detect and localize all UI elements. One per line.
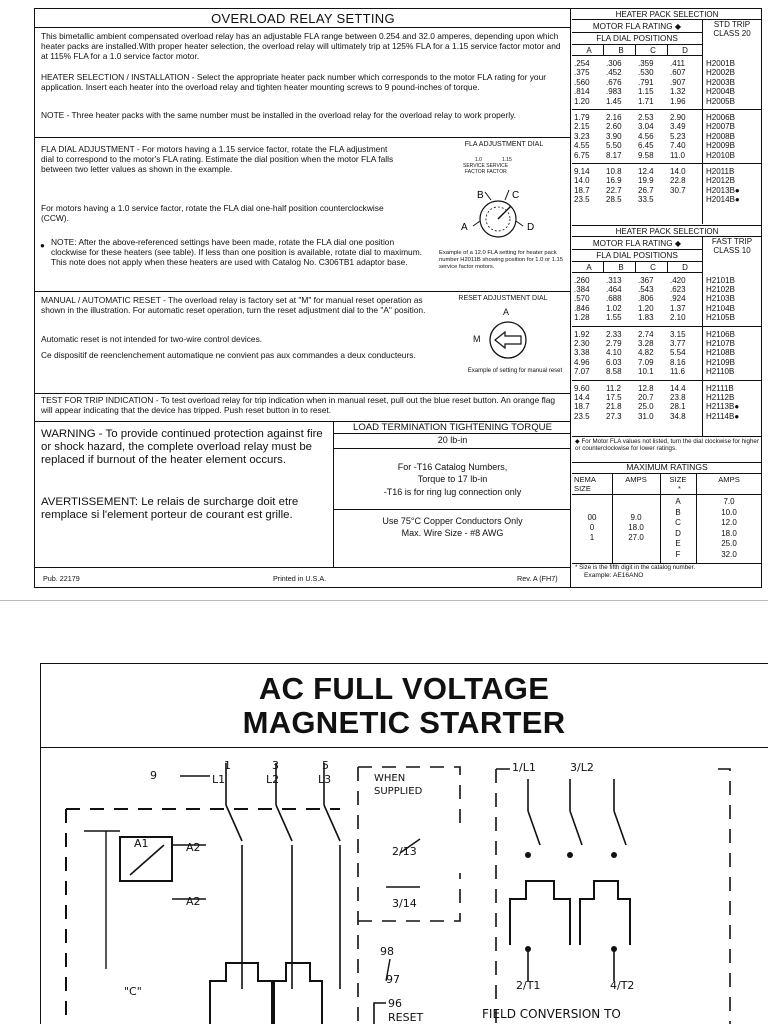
dial-sub-sf: SERVICE SERVICE <box>463 163 509 169</box>
std-fla-cell: .254 <box>574 59 590 68</box>
std-heater-number: H2001B <box>706 59 735 68</box>
std-fla-cell: 12.4 <box>638 167 654 176</box>
fast-fla-cell: 3.15 <box>670 330 686 339</box>
size-amps-cell: 7.0 <box>723 497 735 506</box>
size-letter-cell: D <box>675 528 681 538</box>
std-fla-cell: .791 <box>638 77 654 87</box>
lbl-9: 9 <box>150 769 157 782</box>
fast-fla-cell: 2.30 <box>574 339 590 349</box>
fast-heater-number: H2110B <box>706 366 735 376</box>
fast-heater-number: H2102B <box>706 285 735 295</box>
torque-title: LOAD TERMINATION TIGHTENING TORQUE <box>334 422 571 434</box>
fast-fla-cell: 2.79 <box>606 339 622 349</box>
size-letter-cell: B <box>675 507 681 517</box>
fast-fla-cell: .688 <box>606 294 622 304</box>
heater-pack-column <box>572 9 762 587</box>
lbl-reset: RESET <box>388 1011 424 1024</box>
std-fla-cell: 7.40 <box>670 141 686 151</box>
fast-fla-cell: 7.07 <box>574 366 590 376</box>
copper-line-1: Use 75°C Copper Conductors Only <box>382 516 523 526</box>
lbl-1: 1 <box>224 759 231 772</box>
divider <box>572 473 762 474</box>
fast-fla-cell: 14.4 <box>670 384 686 393</box>
fast-fla-cell: 4.96 <box>574 357 590 367</box>
std-fla-cell: 6.75 <box>574 150 590 160</box>
std-fla-cell: 3.04 <box>638 122 654 132</box>
fast-fla-cell: 10.1 <box>638 366 654 376</box>
bullet-icon: ● <box>40 241 45 250</box>
fast-fla-cell: .420 <box>670 276 686 285</box>
fast-fla-cell: 5.54 <box>670 348 686 358</box>
std-fla-cell: 1.32 <box>670 87 686 97</box>
fla-dial-ccw-text: For motors having a 1.0 service factor, rotate the FLA dial one-half position counterclockwise (CCW). <box>41 203 384 224</box>
dial-letter-c: C <box>512 190 520 201</box>
fast-col-b: B <box>618 263 624 272</box>
fast-heater-number: H2103B <box>706 294 735 304</box>
std-class-label: STD TRIP CLASS 20 <box>713 20 751 38</box>
fast-fla-cell: 1.83 <box>638 312 654 322</box>
std-fla-cell: 1.96 <box>670 96 686 106</box>
fast-fla-cell: 1.02 <box>606 303 622 313</box>
fast-fla-cell: 28.1 <box>670 402 686 412</box>
lbl-2-t1: 2/T1 <box>516 979 541 992</box>
divider <box>334 509 571 510</box>
diamond-note: ◆ For Motor FLA values not listed, turn the dial clockwise for higher or counterclockwise for lower ratings. <box>575 438 759 452</box>
max-size-star: * <box>678 484 681 493</box>
std-fla-cell: 18.7 <box>574 185 590 195</box>
std-col-c: C <box>650 46 656 55</box>
fla-dial-text: FLA DIAL ADJUSTMENT - For motors having a 1.15 service factor, rotate the FLA adjustment dial to correspond to the motor's FLA rating. Estimate the dial position when the motor FLA falls between two letter values as shown in the example. <box>41 144 394 175</box>
warning-text: WARNING - To provide continued protection against fire or shock hazard, the complete overload relay must be replaced if burnout of the heater element occurs. <box>41 428 323 466</box>
fast-fla-cell: 3.28 <box>638 339 654 349</box>
std-fla-cell: 9.58 <box>638 150 654 160</box>
lbl-3-l2: 3/L2 <box>570 761 594 774</box>
std-heater-number: H2014B● <box>706 195 740 205</box>
std-dial-positions: FLA DIAL POSITIONS <box>572 33 702 45</box>
std-fla-cell: 16.9 <box>606 176 622 186</box>
divider <box>572 380 762 381</box>
std-heater-number: H2003B <box>706 77 735 87</box>
lbl-a1: A1 <box>134 837 149 850</box>
std-fla-cell: 14.0 <box>670 167 686 176</box>
fast-fla-cell: 7.09 <box>638 357 654 367</box>
lbl-supplied: SUPPLIED <box>374 786 423 797</box>
fast-heater-number: H2109B <box>706 357 735 367</box>
fast-fla-cell: 20.7 <box>638 393 654 403</box>
std-fla-cell: 2.90 <box>670 113 686 122</box>
fla-example-caption: Example of a 12.0 FLA setting for heater pack number H2011B showing position for 1.0 or 1.15 service factor motors. <box>439 250 563 270</box>
nema-size-cell: 00 <box>587 513 597 522</box>
std-heater-number: H2010B <box>706 150 735 160</box>
fast-heater-number: H2101B <box>706 276 735 285</box>
fast-heater-number: H2107B <box>706 339 735 349</box>
size-example: Example: AE16ANO <box>584 572 644 579</box>
fast-heater-grid <box>572 262 762 437</box>
lbl-5: 5 <box>322 759 329 772</box>
fast-fla-cell: 34.8 <box>670 411 686 421</box>
max-ratings-body <box>572 495 762 563</box>
fast-fla-cell: .806 <box>638 294 654 304</box>
dial-sub-factor: FACTOR FACTOR <box>465 169 507 175</box>
divider <box>603 262 604 273</box>
starter-title-2: MAGNETIC STARTER <box>242 705 566 740</box>
std-fla-cell: .607 <box>670 68 686 78</box>
fast-heater-number: H2114B● <box>706 411 740 421</box>
size-note: * Size is the fifth digit in the catalog number. <box>575 564 696 571</box>
instructions-column <box>35 9 571 587</box>
fla-dial-drawing <box>453 174 543 244</box>
nema-size-cell: 1 <box>589 533 595 542</box>
fast-heater-number: H2111B <box>706 384 734 393</box>
lbl-l2: L2 <box>266 773 280 786</box>
size-amps-cell: 10.0 <box>721 507 737 517</box>
size-letter-cell: E <box>675 539 681 549</box>
fast-fla-cell: .260 <box>574 276 590 285</box>
std-fla-cell: .359 <box>638 59 654 68</box>
starter-diagram-page <box>0 600 768 1024</box>
reset-example-caption: Example of setting for manual reset <box>467 368 563 374</box>
lbl-97: 97 <box>386 973 400 986</box>
note-after-settings: NOTE: After the above-referenced settings have been made, rotate the FLA dial one position clockwise for these heaters (see table). If less than one position is available, rotate dial to maximum. This note does not apply when these heaters are used with Catalog No. C306TB1 adaptor base. <box>51 237 423 268</box>
fast-fla-cell: .313 <box>606 276 622 285</box>
fast-fla-cell: 1.92 <box>574 330 590 339</box>
std-fla-cell: 11.0 <box>670 150 685 160</box>
fast-fla-cell: 4.82 <box>638 348 654 358</box>
lbl-field-conversion: FIELD CONVERSION TO <box>482 1007 621 1021</box>
divider <box>334 448 571 449</box>
std-fla-cell: 4.55 <box>574 141 590 151</box>
std-fla-cell: 1.71 <box>638 96 654 106</box>
std-fla-cell: 22.7 <box>606 185 622 195</box>
fast-fla-cell: 3.38 <box>574 348 590 358</box>
reset-letter-a: A <box>503 307 510 317</box>
std-col-b: B <box>618 46 624 55</box>
fast-heater-number: H2112B <box>706 393 735 403</box>
fast-fla-cell: .543 <box>638 285 654 295</box>
size-amps-cell: 32.0 <box>721 550 737 559</box>
std-motor-fla: MOTOR FLA RATING ◆ <box>572 20 702 33</box>
std-heater-number: H2002B <box>706 68 735 78</box>
revision: Rev. A (FH7) <box>517 574 558 583</box>
lbl-l1: L1 <box>212 773 226 786</box>
fast-table-header: HEATER PACK SELECTION <box>572 226 762 237</box>
fast-fla-cell: 2.10 <box>670 312 686 322</box>
fast-fla-cell: 8.58 <box>606 366 622 376</box>
torque-value: 20 lb-in <box>437 435 468 445</box>
dial-sub-115: 1.15 <box>502 157 512 163</box>
pub-number: Pub. 22179 <box>43 574 80 583</box>
fast-dial-positions: FLA DIAL POSITIONS <box>572 250 702 262</box>
std-fla-cell: 1.79 <box>574 113 590 122</box>
std-col-a: A <box>586 46 592 55</box>
manual-reset-text: MANUAL / AUTOMATIC RESET - The overload relay is factory set at "M" for manual reset operation as shown in the illustration. For automatic reset operation, turn the reset adjustment dial to the "A" position. <box>41 295 426 316</box>
fast-heater-number: H2108B <box>706 348 735 358</box>
fast-heater-number: H2106B <box>706 330 735 339</box>
fast-fla-cell: 1.37 <box>670 303 686 313</box>
fast-motor-fla: MOTOR FLA RATING ◆ <box>572 237 702 250</box>
fast-fla-cell: 2.74 <box>638 330 654 339</box>
fast-fla-cell: 14.4 <box>574 393 590 403</box>
std-table-header: HEATER PACK SELECTION <box>572 9 762 20</box>
reset-letter-m: M <box>473 334 481 344</box>
fast-heater-number: H2113B● <box>706 402 740 412</box>
divider <box>35 137 571 138</box>
heater-selection-text: HEATER SELECTION / INSTALLATION - Select the appropriate heater pack number which corresponds to the motor FLA rating for your application. Insert each heater into the overload relay and tighten heater mounting screws to 9 pound-inches of torque. <box>41 72 547 93</box>
fast-fla-cell: .570 <box>574 294 590 304</box>
max-col-nema: NEMA SIZE <box>574 475 596 493</box>
avertissement-text: AVERTISSEMENT: Le relais de surcharge doit etre remplace si l'element porteur de courant est grille. <box>41 496 299 521</box>
fast-fla-cell: 8.16 <box>670 357 686 367</box>
lbl-when: WHEN <box>374 773 406 784</box>
max-col-size: SIZE <box>669 475 687 484</box>
std-heater-number: H2009B <box>706 141 735 151</box>
fast-fla-cell: 23.5 <box>574 411 590 421</box>
fast-col-a: A <box>586 263 592 272</box>
std-heater-number: H2013B● <box>706 185 740 195</box>
std-heater-number: H2005B <box>706 96 735 106</box>
lbl-96: 96 <box>388 997 402 1010</box>
std-heater-number: H2012B <box>706 176 735 186</box>
std-heater-grid <box>572 45 762 225</box>
std-fla-cell: 6.45 <box>638 141 654 151</box>
fast-fla-cell: 2.33 <box>606 330 622 339</box>
fast-fla-cell: .846 <box>574 303 590 313</box>
fast-fla-cell: 1.55 <box>606 312 622 322</box>
divider <box>603 45 604 56</box>
nema-amps-cell: 18.0 <box>628 523 644 532</box>
starter-title-1: AC FULL VOLTAGE <box>258 671 550 706</box>
std-fla-cell: 4.56 <box>638 131 654 141</box>
fast-fla-cell: 3.77 <box>670 339 686 349</box>
size-amps-cell: 12.0 <box>721 518 737 528</box>
fast-col-c: C <box>650 263 656 272</box>
fast-class-label: FAST TRIP CLASS 10 <box>711 237 753 255</box>
divider <box>572 109 762 110</box>
reset-dial-drawing <box>487 319 533 365</box>
fast-fla-cell: 11.2 <box>606 384 621 393</box>
lbl-4-t2: 4/T2 <box>610 979 635 992</box>
std-fla-cell: 1.15 <box>638 87 654 97</box>
fast-col-d: D <box>682 263 688 272</box>
std-fla-cell: 14.0 <box>574 176 590 186</box>
sheet-title: OVERLOAD RELAY SETTING <box>35 11 571 28</box>
fast-fla-cell: 23.8 <box>670 393 686 403</box>
fast-fla-cell: .384 <box>574 285 590 295</box>
std-fla-cell: .560 <box>574 77 590 87</box>
std-fla-cell: 2.53 <box>638 113 654 122</box>
nema-amps-cell: 9.0 <box>630 513 642 522</box>
std-fla-cell: 2.60 <box>606 122 622 132</box>
std-heater-number: H2004B <box>706 87 735 97</box>
std-col-d: D <box>682 46 688 55</box>
t16-line-1: For -T16 Catalog Numbers, <box>397 462 508 472</box>
fla-dial-label: FLA ADJUSTMENT DIAL <box>464 141 544 148</box>
size-amps-cell: 18.0 <box>721 528 737 538</box>
size-amps-cell: 25.0 <box>721 539 737 549</box>
fast-heater-number: H2104B <box>706 303 735 313</box>
divider <box>40 747 768 748</box>
size-letter-cell: F <box>675 550 681 559</box>
std-fla-cell: 26.7 <box>638 185 654 195</box>
t16-line-2: Torque to 17 lb-in <box>417 474 488 484</box>
divider <box>35 567 571 568</box>
fast-heater-number: H2105B <box>706 312 735 322</box>
fast-fla-cell: .924 <box>670 294 686 304</box>
dial-sub-1: 1.0 <box>475 157 482 163</box>
test-trip-text: TEST FOR TRIP INDICATION - To test overload relay for trip indication when in manual reset, pull out the blue reset button. An orange flag will appear indicating that the device has tripped. Push reset button in to reset. <box>41 395 556 416</box>
divider <box>667 262 668 273</box>
nema-size-cell: 0 <box>589 523 595 532</box>
std-fla-cell: 3.90 <box>606 131 622 141</box>
fast-fla-cell: .623 <box>670 285 686 295</box>
divider <box>667 45 668 56</box>
dial-letter-b: B <box>477 190 484 201</box>
size-letter-cell: A <box>675 497 681 506</box>
fast-fla-cell: 4.10 <box>606 348 622 358</box>
printed-in: Printed in U.S.A. <box>273 574 327 583</box>
lbl-a2-top: A2 <box>186 841 201 854</box>
fast-fla-cell: 12.8 <box>638 384 654 393</box>
std-fla-cell: .983 <box>606 87 622 97</box>
std-fla-cell: 2.16 <box>606 113 622 122</box>
dial-letter-d: D <box>527 222 535 233</box>
divider <box>572 163 762 164</box>
size-letter-cell: C <box>675 518 681 528</box>
std-fla-cell: .814 <box>574 87 590 97</box>
std-fla-cell: 10.8 <box>606 167 622 176</box>
fast-fla-cell: 27.3 <box>606 411 622 421</box>
std-fla-cell: 8.17 <box>606 150 622 160</box>
fast-fla-cell: 31.0 <box>638 411 654 421</box>
fast-fla-cell: .464 <box>606 285 622 295</box>
std-heater-number: H2008B <box>706 131 735 141</box>
fast-fla-cell: 9.60 <box>574 384 590 393</box>
lbl-a2-bottom: A2 <box>186 895 201 908</box>
std-fla-cell: .452 <box>606 68 622 78</box>
nema-amps-cell: 27.0 <box>628 533 644 542</box>
std-fla-cell: 19.9 <box>638 176 654 186</box>
lbl-98: 98 <box>380 945 394 958</box>
std-fla-cell: 28.5 <box>606 195 622 205</box>
lbl-c: "C" <box>124 985 142 998</box>
fast-fla-cell: 21.8 <box>606 402 622 412</box>
std-fla-cell: 5.50 <box>606 141 622 151</box>
std-fla-cell: 5.23 <box>670 131 686 141</box>
fast-fla-cell: 1.20 <box>638 303 654 313</box>
lbl-2-13: 2/13 <box>392 845 417 858</box>
lbl-3-14: 3/14 <box>392 897 417 910</box>
lbl-1-l1: 1/L1 <box>512 761 536 774</box>
divider <box>572 326 762 327</box>
reset-dial-label: RESET ADJUSTMENT DIAL <box>458 295 548 302</box>
t16-line-3: -T16 is for ring lug connection only <box>383 487 522 497</box>
max-ratings-title: MAXIMUM RATINGS <box>626 462 708 472</box>
lbl-l3: L3 <box>318 773 332 786</box>
std-fla-cell: .530 <box>638 68 654 78</box>
std-fla-cell: 33.5 <box>638 195 654 205</box>
max-col-amps-2: AMPS <box>718 475 740 484</box>
divider <box>635 262 636 273</box>
fast-fla-cell: 6.03 <box>606 357 622 367</box>
fast-fla-cell: 25.0 <box>638 402 654 412</box>
intro-text: This bimetallic ambient compensated overload relay has an adjustable FLA range between 0.254 and 32.0 amperes, depending upon which heater packs are installed.With proper heater selection, the overload relay will ultimately trip at 125% FLA for a 1.15 service factor motor and at 115% FLA for a 1.0 service factor motor. <box>41 31 561 62</box>
std-fla-cell: .676 <box>606 77 622 87</box>
copper-line-2: Max. Wire Size - #8 AWG <box>401 528 504 538</box>
fast-fla-cell: 11.6 <box>670 366 685 376</box>
divider <box>35 393 571 394</box>
std-fla-cell: 23.5 <box>574 195 590 205</box>
divider <box>635 45 636 56</box>
std-heater-number: H2007B <box>706 122 735 132</box>
std-fla-cell: 1.45 <box>606 96 622 106</box>
std-fla-cell: 3.23 <box>574 131 590 141</box>
auto-reset-note: Automatic reset is not intended for two-wire control devices. <box>41 334 263 344</box>
fast-fla-cell: 18.7 <box>574 402 590 412</box>
max-col-amps: AMPS <box>625 475 647 484</box>
std-fla-cell: 2.15 <box>574 122 590 132</box>
fast-fla-cell: 1.28 <box>574 312 590 322</box>
std-heater-number: H2006B <box>706 113 735 122</box>
std-fla-cell: .375 <box>574 68 590 78</box>
std-fla-cell: .907 <box>670 77 686 87</box>
std-heater-number: H2011B <box>706 167 735 176</box>
fast-fla-cell: .367 <box>638 276 654 285</box>
std-fla-cell: 22.8 <box>670 176 686 186</box>
overload-relay-sheet <box>34 8 762 588</box>
divider <box>572 436 762 437</box>
note-three-heaters: NOTE - Three heater packs with the same number must be installed in the overload relay for the overload relay to work properly. <box>41 110 516 120</box>
std-fla-cell: 9.14 <box>574 167 590 176</box>
std-fla-cell: .306 <box>606 59 622 68</box>
dial-letter-a: A <box>461 222 468 233</box>
std-fla-cell: 1.20 <box>574 96 590 106</box>
std-fla-cell: .411 <box>670 59 685 68</box>
french-reset-note: Ce dispositif de reenclenchement automatique ne convient pas aux commandes a deux conducteurs. <box>41 350 416 360</box>
std-fla-cell: 30.7 <box>670 185 686 195</box>
divider <box>35 291 571 292</box>
lbl-3: 3 <box>272 759 279 772</box>
fast-fla-cell: 17.5 <box>606 393 622 403</box>
std-fla-cell: 3.49 <box>670 122 686 132</box>
